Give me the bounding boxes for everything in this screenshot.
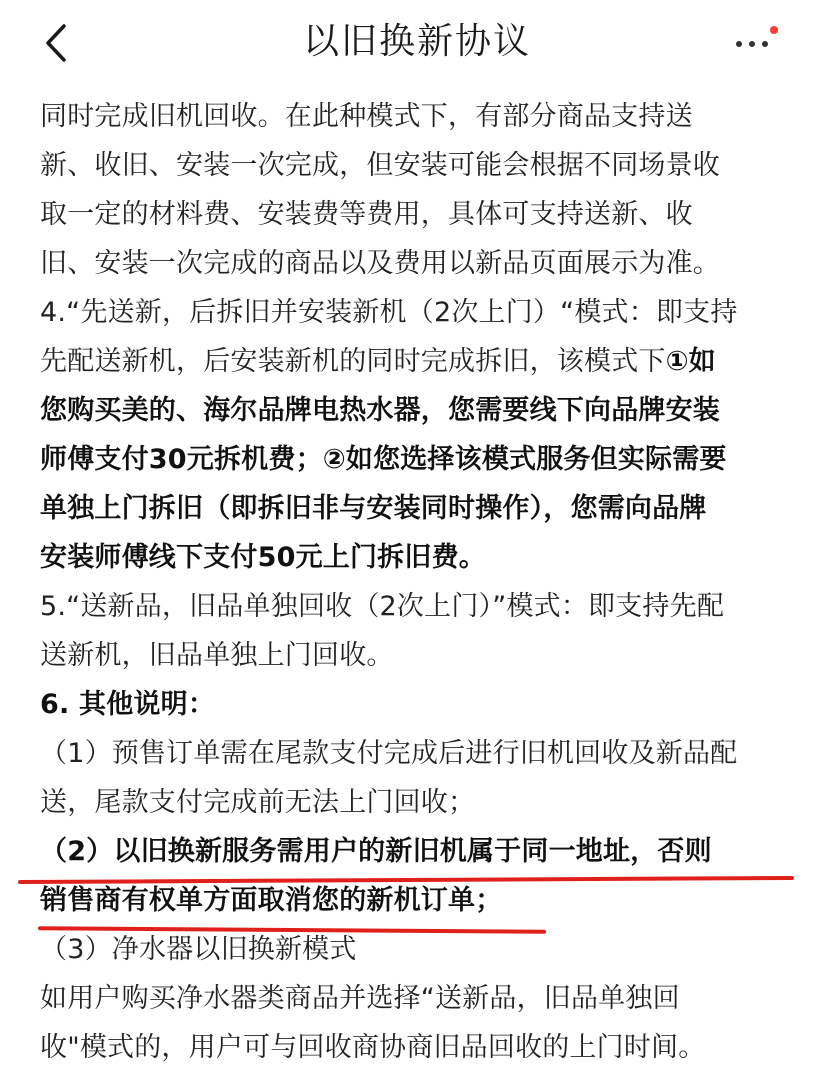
- text-line: 送，尾款支付完成前无法上门回收；: [40, 787, 476, 818]
- more-button[interactable]: [726, 22, 786, 66]
- page-title: 以旧换新协议: [302, 21, 531, 62]
- text-line: 5.“送新品，旧品单独回收（2次上门）”模式：即支持先配: [40, 591, 725, 622]
- notification-dot: [770, 26, 778, 34]
- text-line: [40, 337, 800, 386]
- text-line: 送新机，旧品单独上门回收。: [40, 640, 394, 671]
- agreement-content: [40, 92, 800, 1072]
- text-line: 收"模式的，用户可与回收商协商旧品回收的上门时间。: [40, 1032, 706, 1063]
- text-line: 如用户购买净水器类商品并选择“送新品，旧品单独回: [40, 983, 680, 1014]
- text-line: 同时完成旧机回收。在此种模式下，有部分商品支持送: [40, 101, 693, 132]
- text-line: 您购买美的、海尔品牌电热水器，您需要线下向品牌安装: [40, 395, 720, 426]
- text-line: 旧、安装一次完成的商品以及费用以新品页面展示为准。: [40, 248, 720, 279]
- highlighted-line: 销售商有权单方面取消您的新机订单；: [40, 885, 503, 916]
- text-line: （3）净水器以旧换新模式: [40, 934, 357, 965]
- text-span: 先配送新机，后安装新机的同时完成拆旧，该模式下: [40, 346, 666, 377]
- text-line: 单独上门拆旧（即拆旧非与安装同时操作），您需向品牌: [40, 493, 707, 524]
- nav-bar: [0, 0, 834, 86]
- text-line: 取一定的材料费、安装费等费用，具体可支持送新、收: [40, 199, 693, 230]
- text-line: 4.“先送新，后拆旧并安装新机（2次上门）“模式：即支持: [40, 297, 738, 328]
- bold-text-span: ①如: [665, 346, 716, 377]
- text-line: 新、收旧、安装一次完成，但安装可能会根据不同场景收: [40, 150, 720, 181]
- highlighted-line: （2）以旧换新服务需用户的新旧机属于同一地址，否则: [40, 836, 712, 867]
- more-dots-icon: [726, 22, 786, 66]
- section-heading: 6. 其他说明：: [40, 689, 216, 720]
- text-line: 安装师傅线下支付50元上门拆旧费。: [40, 542, 486, 573]
- text-line: （1）预售订单需在尾款支付完成后进行旧机回收及新品配: [40, 738, 738, 769]
- text-line: 师傅支付30元拆机费；②如您选择该模式服务但实际需要: [40, 444, 727, 475]
